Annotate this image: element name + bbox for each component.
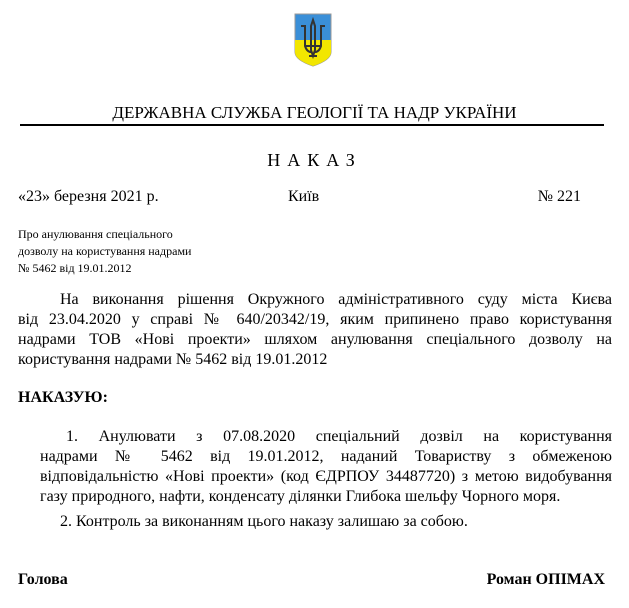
coat-of-arms-emblem: [293, 12, 333, 68]
header-divider: [20, 124, 604, 126]
order-subject: [18, 226, 191, 277]
preamble-paragraph: [18, 290, 612, 370]
item-line: 1. Анулювати з 07.08.2020 спеціальний дозвіл на користування: [66, 428, 612, 445]
signatory-name: Роман ОПІМАХ: [486, 571, 605, 588]
order-word: НАКАЗУЮ:: [18, 389, 108, 406]
item-line: відповідальністю «Нові проекти» (код ЄДРПОУ 34487720) з метою видобування: [40, 468, 612, 485]
item-line: газу природного, нафти, конденсату ділянки Глибока шельфу Чорного моря.: [40, 488, 561, 505]
order-item-2: 2. Контроль за виконанням цього наказу залишаю за собою.: [60, 513, 468, 530]
order-city: Київ: [288, 188, 320, 205]
order-number: № 221: [537, 188, 581, 205]
order-item-1: [40, 427, 612, 507]
preamble-line: користування надрами № 5462 від 19.01.2012: [18, 351, 328, 368]
preamble-line: На виконання рішення Окружного адміністративного суду міста Києва: [60, 291, 612, 308]
preamble-line: від 23.04.2020 у справі № 640/20342/19, яким припинено право користування: [18, 311, 612, 328]
subject-line: № 5462 від 19.01.2012: [18, 261, 132, 275]
subject-line: дозволу на користування надрами: [18, 244, 192, 258]
subject-line: Про анулювання спеціального: [18, 227, 173, 241]
item-line: надрами № 5462 від 19.01.2012, наданий Товариству з обмеженою: [40, 448, 612, 465]
preamble-line: надрами ТОВ «Нові проекти» шляхом анулювання спеціального дозволу на: [18, 331, 612, 348]
organization-name: ДЕРЖАВНА СЛУЖБА ГЕОЛОГІЇ ТА НАДР УКРАЇНИ: [112, 103, 517, 122]
document-title: НАКАЗ: [267, 150, 362, 170]
order-date: «23» березня 2021 р.: [18, 188, 159, 205]
signatory-position: Голова: [18, 571, 68, 588]
